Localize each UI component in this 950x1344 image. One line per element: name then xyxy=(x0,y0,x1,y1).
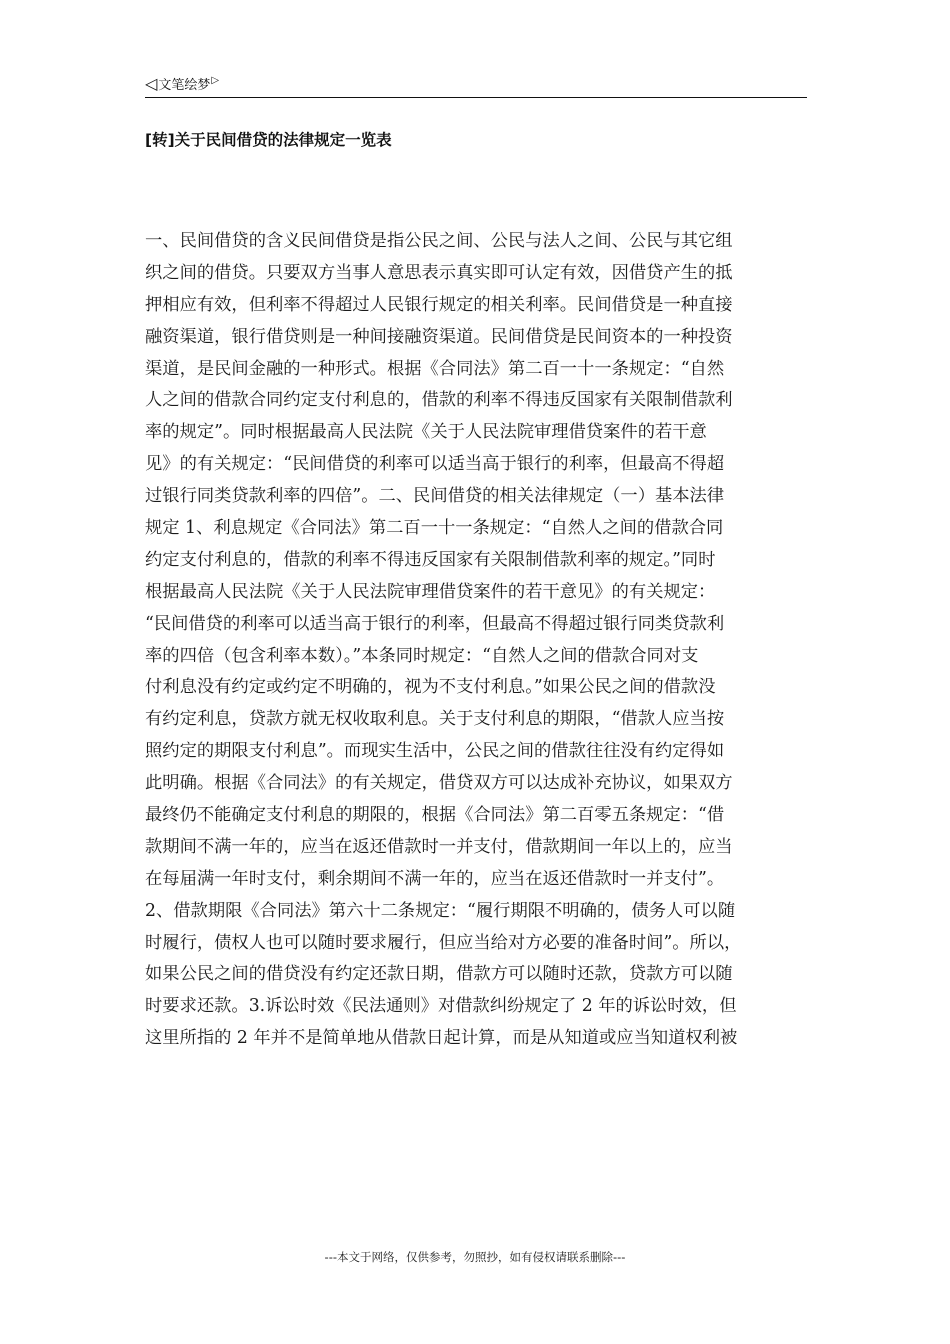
body-line: 款期间不满一年的，应当在返还借款时一并支付，借款期间一年以上的，应当 xyxy=(145,836,733,857)
body-line: 照约定的期限支付利息”。而现实生活中，公民之间的借款往往没有约定得如 xyxy=(145,741,725,762)
body-line: “民间借贷的利率可以适当高于银行的利率，但最高不得超过银行同类贷款利 xyxy=(145,613,725,634)
body-line: 这里所指的 2 年并不是简单地从借款日起计算，而是从知道或应当知道权利被 xyxy=(145,1028,738,1049)
document-title: [转]关于民间借贷的法律规定一览表 xyxy=(145,131,392,149)
body-line: 融资渠道，银行借贷则是一种间接融资渠道。民间借贷是民间资本的一种投资 xyxy=(145,326,733,347)
body-line: 时履行，债权人也可以随时要求履行，但应当给对方必要的准备时间”。所以， xyxy=(145,932,742,953)
right-triangle-icon: ▷ xyxy=(211,75,220,86)
body-line: 时要求还款。3.诉讼时效《民法通则》对借款纠纷规定了 2 年的诉讼时效，但 xyxy=(145,996,737,1017)
body-line: 率的规定”。同时根据最高人民法院《关于人民法院审理借贷案件的若干意 xyxy=(145,422,707,443)
header-title: 文笔绘梦 xyxy=(158,78,211,93)
body-line: 约定支付利息的，借款的利率不得违反国家有关限制借款利率的规定。”同时 xyxy=(145,549,716,570)
page-footer: ---本文于网络，仅供参考，勿照抄，如有侵权请联系删除--- xyxy=(324,1250,626,1264)
body-line: 率的四倍（包含利率本数）。”本条同时规定：“自然人之间的借款合同对支 xyxy=(145,645,699,666)
document-body xyxy=(145,226,801,1055)
body-line: 见》的有关规定：“民间借贷的利率可以适当高于银行的利率，但最高不得超 xyxy=(145,454,725,475)
body-line: 在每届满一年时支付，剩余期间不满一年的，应当在返还借款时一并支付”。 xyxy=(145,868,725,889)
body-line: 押相应有效，但利率不得超过人民银行规定的相关利率。民间借贷是一种直接 xyxy=(145,294,733,315)
body-line: 织之间的借贷。只要双方当事人意思表示真实即可认定有效，因借贷产生的抵 xyxy=(145,262,733,283)
body-line: 有约定利息，贷款方就无权收取利息。关于支付利息的期限，“借款人应当按 xyxy=(145,709,725,730)
body-line: 如果公民之间的借贷没有约定还款日期，借款方可以随时还款，贷款方可以随 xyxy=(145,964,733,985)
body-line: 过银行同类贷款利率的四倍”。二、民间借贷的相关法律规定（一）基本法律 xyxy=(145,486,725,507)
body-line: 最终仍不能确定支付利息的期限的，根据《合同法》第二百零五条规定：“借 xyxy=(145,805,725,826)
body-line: 人之间的借款合同约定支付利息的，借款的利率不得违反国家有关限制借款利 xyxy=(145,390,733,411)
body-line: 此明确。根据《合同法》的有关规定，借贷双方可以达成补充协议，如果双方 xyxy=(145,773,733,794)
body-line: 付利息没有约定或约定不明确的，视为不支付利息。”如果公民之间的借款没 xyxy=(145,677,716,698)
body-line: 根据最高人民法院《关于人民法院审理借贷案件的若干意见》的有关规定： xyxy=(145,581,716,602)
body-line: 一、民间借贷的含义民间借贷是指公民之间、公民与法人之间、公民与其它组 xyxy=(145,231,733,251)
body-line: 渠道，是民间金融的一种形式。根据《合同法》第二百一十一条规定：“自然 xyxy=(145,358,725,379)
body-line: 规定 1、利息规定《合同法》第二百一十一条规定：“自然人之间的借款合同 xyxy=(145,518,724,539)
left-triangle-icon: ◁ xyxy=(145,74,158,93)
header-divider xyxy=(145,97,807,98)
page-header xyxy=(145,74,219,93)
body-line: 2、借款期限《合同法》第六十二条规定：“履行期限不明确的，债务人可以随 xyxy=(145,900,736,921)
